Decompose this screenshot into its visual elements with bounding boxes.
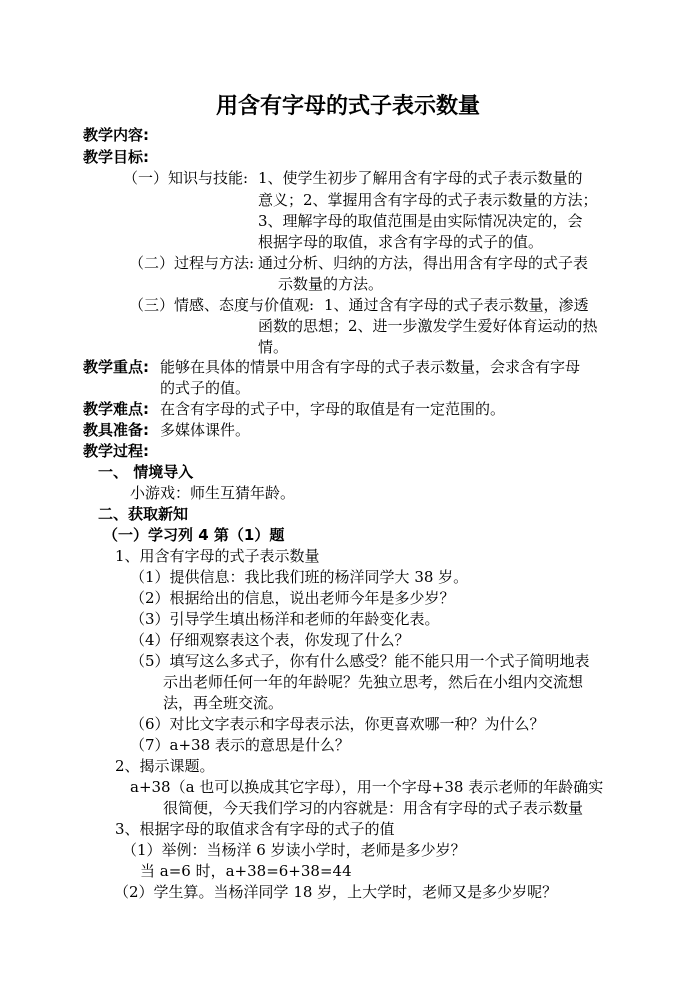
difficulty-label: 教学难点: [83, 400, 149, 418]
goals-label: 教学目标: [83, 148, 149, 166]
document-title: 用含有字母的式子表示数量 [215, 94, 480, 119]
goal2-label: （二）过程与方法: [129, 254, 255, 272]
difficulty-text: 在含有字母的式子中，字母的取值是有一定范围的。 [160, 400, 506, 418]
item3-title: 3、根据字母的取值求含有字母的式子的值 [115, 820, 395, 838]
section1-heading: 一、 情境导入 [98, 463, 194, 481]
step5-line: 法，再全班交流。 [163, 694, 284, 712]
item2-title: 2、揭示课题。 [115, 757, 215, 775]
step5-line: （5）填写这么多式子，你有什么感受？能不能只用一个式子简明地表 [130, 652, 590, 670]
goal1-line: 意义；2、掌握用含有字母的式子表示数量的方法； [258, 191, 598, 209]
key-point-label: 教学重点: [83, 358, 149, 376]
content-label: 教学内容: [83, 126, 149, 144]
goal2-line: 示数量的方法。 [278, 275, 384, 293]
section1-text: 小游戏：师生互猜年龄。 [130, 484, 296, 502]
key-point-line: 的式子的值。 [160, 379, 251, 397]
process-label: 教学过程: [83, 442, 149, 460]
goal1-line: 1、使学生初步了解用含有字母的式子表示数量的 [258, 169, 583, 187]
example1-calc: 当 a=6 时，a+38=6+38=44 [140, 862, 352, 880]
goal1-line: 3、理解字母的取值范围是由实际情况决定的，会 [258, 212, 583, 230]
section2-heading: 二、获取新知 [98, 505, 189, 523]
key-point-line: 能够在具体的情景中用含有字母的式子表示数量，会求含有字母 [160, 358, 581, 376]
example1: （1）举例：当杨洋 6 岁读小学时，老师是多少岁？ [122, 841, 466, 859]
goal3-label: （三）情感、态度与价值观: [129, 296, 315, 314]
section2-subheading: （一）学习列 4 第（1）题 [103, 526, 285, 544]
goal3-line: 情。 [258, 338, 289, 356]
goal1-label: （一）知识与技能: [123, 169, 249, 187]
step-item: （3）引导学生填出杨洋和老师的年龄变化表。 [130, 610, 440, 628]
goal3-line: 1、通过含有字母的式子表示数量，渗透 [324, 296, 589, 314]
item2-line: a+38（a 也可以换成其它字母），用一个字母+38 表示老师的年龄确实 [130, 778, 604, 796]
step7: （7）a+38 表示的意思是什么？ [130, 736, 350, 754]
item1-title: 1、用含有字母的式子表示数量 [115, 547, 320, 565]
item2-line: 很简便，今天我们学习的内容就是：用含有字母的式子表示数量 [163, 799, 584, 817]
step6: （6）对比文字表示和字母表示法，你更喜欢哪一种？为什么？ [130, 715, 545, 733]
example2: （2）学生算。当杨洋同学 18 岁，上大学时，老师又是多少岁呢？ [114, 883, 558, 901]
step5-line: 示出老师任何一年的年龄呢？先独立思考，然后在小组内交流想 [163, 673, 584, 691]
tools-label: 教具准备: [83, 421, 149, 439]
step-item: （4）仔细观察表这个表，你发现了什么？ [130, 631, 410, 649]
step-item: （1）提供信息：我比我们班的杨洋同学大 38 岁。 [130, 568, 469, 586]
goal1-line: 根据字母的取值，求含有字母的式子的值。 [258, 233, 544, 251]
goal2-line: 通过分析、归纳的方法，得出用含有字母的式子表 [258, 254, 589, 272]
tools-text: 多媒体课件。 [160, 421, 251, 439]
step-item: （2）根据给出的信息，说出老师今年是多少岁？ [130, 589, 455, 607]
goal3-line: 函数的思想；2、进一步激发学生爱好体育运动的热 [258, 317, 598, 335]
